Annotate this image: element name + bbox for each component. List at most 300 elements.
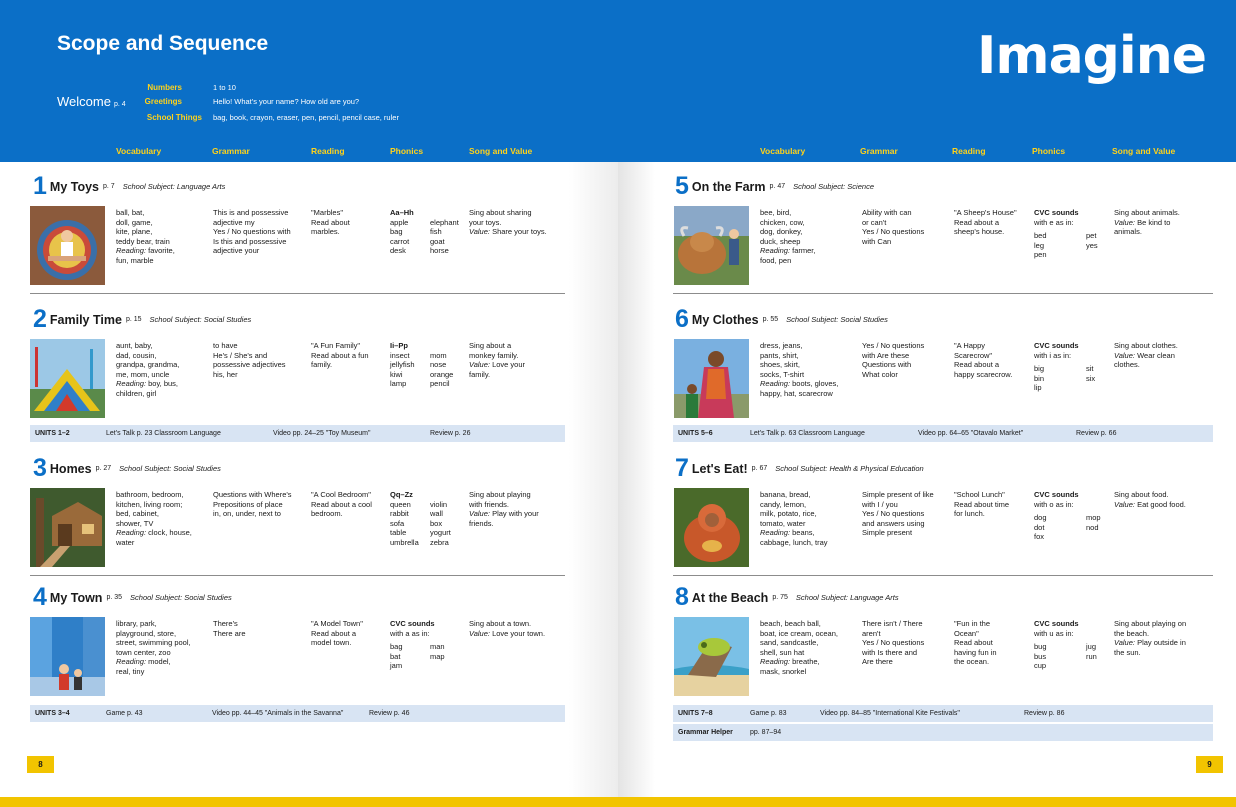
unit-photo [674, 488, 749, 567]
song-value-cell-line: friends. [469, 518, 494, 528]
grammar-cell [213, 341, 286, 379]
phonics-words [1034, 642, 1097, 671]
vocabulary-cell-line: shoes, skirt, [760, 360, 801, 369]
column-header-song-value: Song and Value [469, 146, 533, 156]
song-value-cell-line: Sing about sharing [469, 208, 532, 217]
unit-title: On the Farm [691, 179, 766, 194]
vocabulary-cell-line: Reading: boy, bus, [116, 379, 178, 388]
phonics-heading: CVC sounds [1034, 208, 1079, 217]
song-value-cell-line: your toys. [469, 217, 502, 227]
unit-title: Family Time [49, 312, 122, 327]
reading-cell-line: family. [311, 360, 333, 369]
phonics-word: box [430, 518, 443, 528]
song-value-cell-line: clothes. [1114, 360, 1140, 369]
reading-cell [954, 208, 1017, 237]
vocabulary-cell-line: teddy bear, train [116, 236, 170, 246]
unit-header [33, 454, 221, 483]
vocabulary-cell-line: Reading: model, [116, 657, 171, 666]
grammar-cell-line: Yes / No questions [862, 227, 925, 236]
reading-cell [311, 341, 369, 370]
phonics-word: kiwi [390, 369, 403, 379]
grammar-cell-line: adjective your [213, 246, 260, 255]
unit-photo [30, 617, 105, 696]
phonics-word: horse [430, 246, 449, 255]
row-divider [30, 575, 565, 576]
vocabulary-cell-line: duck, sheep [760, 236, 801, 246]
vocabulary-cell-line: dog, donkey, [760, 227, 803, 236]
song-value-cell [469, 341, 525, 379]
phonics-word: mom [430, 350, 447, 360]
unit-header [675, 172, 874, 201]
phonics-word: yogurt [430, 528, 451, 537]
page-number: 8 [27, 756, 54, 773]
grammar-cell [862, 490, 934, 538]
vocabulary-cell-line: Reading: beans, [760, 528, 815, 537]
unit-page: p. 27 [95, 465, 112, 472]
vocabulary-cell-line: playground, store, [116, 628, 177, 638]
grammar-cell-line: Yes / No questions [862, 638, 925, 647]
phonics-word: bug [1034, 642, 1047, 651]
vocabulary-cell-line: fun, marble [116, 255, 154, 265]
grammar-cell-line: Questions with [862, 360, 912, 369]
grammar-cell [213, 619, 246, 638]
left-page: Scope and Sequence Welcome p. 4 Numbers 1 to 10 Greetings Hello! What's your name? How old are you? School Things bag, book, crayon, eraser, pen, pencil, pencil case, ruler Vocabulary Grammar Reading Phonics Song and Value 1 My Toys p. 7 School Subject: Language Arts ball, bat, doll, game, kite, plane, teddy bear, train Reading: favorite, fun, marble This is and possessive adjective my Yes / No questions with Is this and possessive adjective your "Marbles" Read about marbles. Sing about sharing your toys. Value: Share your toys. Aa–Hh apple bag carrot desk elephant fish goat horse 2 Family Time p. 15 School Subject: Social Studies aunt, baby, dad, cousin, grandpa, grandma, me, mom, uncle Reading: boy, bus, children, girl to have He's / She's and possessive adjectives his, her "A Fun Family" Read about a fun family. Sing about a monkey family. Value: Love your family. Ii–Pp insect jellyfish kiwi lamp mom nose orange pencil 3 Homes p. 27 School Subject: Social Studies bathroom, bedroom, kitchen, living room; bed, cabinet, shower, TV Reading: clock, house, water Questions with Where's Prepositions of place in, on, under, next to "A Cool Bedroom" Read about a cool bedroom. Sing about playing with friends. Value: Play with your friends. Qq–Zz queen rabbit sofa table umbrella violin wall box yogurt zebra 4 My Town p. 35 School Subject: Social Studies library, park, playground, store, street, swimming pool, town center, zoo Reading: model, real, tiny There's There are "A Model Town" Read about a model town. Sing about a town. Value: Love your town. CVC sounds with a as in: bag bat jam man map UNITS 1–2 Let's Talk p. 23 Classroom Language Video pp. 24–25 "Toy Museum" Review p. 26 UNITS 3–4 Game p. 43 Video pp. 44–45 "Animals in the Savanna" Review p. 46 8 [0, 0, 618, 807]
reading-cell-line: Read about a cool [311, 499, 372, 509]
unit-page: p. 35 [106, 594, 123, 601]
unit-subject: School Subject: Language Arts [795, 593, 899, 602]
phonics-word: run [1086, 651, 1097, 661]
phonics-heading-2: with u as in: [1034, 628, 1074, 638]
phonics-word: violin [430, 499, 448, 509]
unit-subject: School Subject: Science [793, 182, 874, 191]
reading-cell-line: Read about a [954, 217, 1000, 227]
reading-cell-line: Read about a [311, 628, 357, 638]
unit-photo [674, 617, 749, 696]
phonics-word: yes [1086, 240, 1098, 250]
phonics-heading-2: with a as in: [390, 628, 430, 638]
song-value-cell-line: the beach. [1114, 628, 1150, 638]
phonics-word: bed [1034, 231, 1047, 240]
phonics-word: bin [1034, 373, 1045, 383]
reading-cell-line: "A Happy [954, 341, 986, 350]
vocabulary-cell-line: real, tiny [116, 666, 145, 676]
grammar-cell-line: Is this and possessive [213, 236, 287, 246]
unit-number: 8 [675, 583, 689, 611]
song-value-cell-line: Sing about clothes. [1114, 341, 1178, 350]
grammar-cell-line: Questions with Where's [213, 490, 292, 499]
reading-cell-line: "A Model Town" [311, 619, 363, 628]
unit-header [675, 454, 924, 483]
reading-cell-line: "School Lunch" [954, 490, 1005, 499]
song-value-cell-line: Value: Wear clean [1114, 350, 1175, 360]
unit-photo [674, 206, 749, 285]
song-value-cell [469, 208, 547, 237]
reading-cell-line: "A Fun Family" [311, 341, 361, 350]
vocabulary-cell-line: sand, sandcastle, [760, 638, 819, 647]
grammar-cell-line: Yes / No questions [862, 509, 925, 518]
grammar-cell-line: with I / you [862, 499, 898, 509]
song-value-cell [1114, 341, 1178, 370]
unit-number: 5 [675, 172, 689, 200]
header-band [0, 0, 618, 162]
song-value-cell-line: Value: Share your toys. [469, 227, 547, 236]
vocabulary-cell-line: children, girl [116, 388, 157, 398]
phonics-word: jam [390, 661, 403, 670]
reading-cell-line: Ocean" [954, 628, 979, 638]
song-value-cell [1114, 208, 1180, 237]
grammar-cell-line: There's [213, 619, 238, 628]
phonics-word: apple [390, 217, 409, 227]
vocabulary-cell-line: Reading: favorite, [116, 246, 175, 255]
phonics-word: jug [1086, 642, 1097, 651]
unit-header [33, 172, 225, 201]
vocabulary-cell-line: Reading: farmer, [760, 246, 816, 255]
unit-page: p. 75 [772, 594, 788, 601]
reading-cell-line: "Marbles" [311, 208, 343, 217]
unit-subject: School Subject: Social Studies [130, 593, 232, 602]
song-value-cell-line: monkey family. [469, 350, 519, 360]
bottom-band [0, 797, 618, 807]
vocabulary-cell [116, 208, 175, 265]
column-header-grammar: Grammar [860, 146, 898, 156]
phonics-words [390, 499, 451, 548]
vocabulary-cell-line: socks, T-shirt [760, 369, 805, 379]
vocabulary-cell-line: ball, bat, [116, 208, 145, 217]
phonics-words [390, 642, 445, 671]
phonics-word: leg [1034, 240, 1045, 250]
reading-cell [954, 490, 1009, 519]
vocabulary-cell-line: dress, jeans, [760, 341, 803, 350]
grammar-cell-line: aren't [862, 628, 881, 638]
grammar-cell-line: What color [862, 369, 898, 379]
grammar-helper-bar: Grammar Helper pp. 87–94 [673, 724, 1213, 741]
song-value-cell-line: Value: Eat good food. [1114, 499, 1186, 509]
phonics-word: desk [390, 246, 406, 255]
unit-subject: School Subject: Language Arts [122, 182, 226, 191]
grammar-cell-line: Prepositions of place [213, 499, 283, 509]
phonics-heading: CVC sounds [1034, 619, 1079, 628]
phonics-word: big [1034, 364, 1045, 373]
vocabulary-cell-line: kite, plane, [116, 227, 153, 236]
song-value-cell-line: Sing about food. [1114, 490, 1169, 499]
grammar-cell-line: Simple present of like [862, 490, 934, 499]
reading-cell-line: "A Sheep's House" [954, 208, 1017, 217]
unit-subject: School Subject: Social Studies [786, 315, 888, 324]
phonics-word: wall [430, 509, 443, 518]
phonics-word: fish [430, 227, 442, 236]
vocabulary-cell-line: Reading: boots, gloves, [760, 379, 839, 388]
reading-cell-line: Scarecrow" [954, 350, 993, 360]
song-value-cell-line: the sun. [1114, 647, 1141, 657]
column-header-phonics: Phonics [1032, 146, 1066, 156]
song-value-cell-line: Sing about playing on [1114, 619, 1187, 628]
phonics-word: insect [390, 350, 410, 360]
vocabulary-cell-line: me, mom, uncle [116, 369, 170, 379]
column-header-grammar: Grammar [212, 146, 250, 156]
phonics-word: dot [1034, 522, 1045, 532]
bottom-band [618, 797, 1236, 807]
phonics-word: bag [390, 642, 403, 651]
song-value-cell-line: Sing about a [469, 341, 512, 350]
phonics-heading: CVC sounds [390, 619, 435, 628]
unit-photo [674, 339, 749, 418]
grammar-cell-line: his, her [213, 369, 238, 379]
phonics-word: cup [1034, 661, 1047, 670]
phonics-word: elephant [430, 217, 459, 227]
phonics-heading-2: with i as in: [1034, 350, 1072, 360]
reading-cell-line: "A Cool Bedroom" [311, 490, 371, 499]
vocabulary-cell-line: milk, potato, rice, [760, 509, 817, 518]
phonics-word: bag [390, 227, 403, 236]
phonics-word: pen [1034, 250, 1047, 259]
phonics-word: dog [1034, 513, 1047, 522]
unit-photo [30, 206, 105, 285]
vocabulary-cell-line: town center, zoo [116, 647, 171, 657]
reading-cell-line: model town. [311, 638, 352, 647]
phonics-word: pet [1086, 231, 1097, 240]
unit-subject: School Subject: Health & Physical Education [775, 464, 924, 473]
phonics-word: zebra [430, 537, 449, 547]
vocabulary-cell-line: bee, bird, [760, 208, 792, 217]
grammar-cell [862, 619, 924, 667]
song-value-cell [469, 619, 545, 638]
vocabulary-cell-line: shell, sun hat [760, 647, 805, 657]
vocabulary-cell-line: Reading: clock, house, [116, 528, 192, 537]
reading-cell-line: bedroom. [311, 509, 343, 518]
phonics-heading: CVC sounds [1034, 341, 1079, 350]
column-header-reading: Reading [311, 146, 345, 156]
grammar-cell-line: Yes / No questions with [213, 227, 291, 236]
song-value-cell-line: family. [469, 369, 491, 379]
phonics-word: map [430, 651, 445, 661]
vocabulary-cell-line: shower, TV [116, 518, 154, 528]
phonics-heading-2: with o as in: [1034, 499, 1074, 509]
unit-number: 4 [33, 583, 47, 611]
vocabulary-cell-line: banana, bread, [760, 490, 811, 499]
column-header-vocabulary: Vocabulary [760, 146, 806, 156]
grammar-cell-line: Ability with can [862, 208, 912, 217]
phonics-word: bat [390, 651, 401, 661]
reading-cell-line: the ocean. [954, 657, 990, 666]
unit-title: My Clothes [691, 312, 759, 327]
song-value-cell-line: animals. [1114, 227, 1142, 236]
reading-cell-line: Read about [954, 638, 993, 647]
unit-page: p. 67 [751, 465, 768, 472]
phonics-words [1034, 513, 1101, 542]
vocabulary-cell [760, 490, 828, 547]
phonics-word: sofa [390, 518, 405, 528]
unit-title: My Toys [49, 179, 99, 194]
unit-number: 2 [33, 305, 47, 333]
reading-cell-line: happy scarecrow. [954, 369, 1013, 379]
unit-photo [30, 339, 105, 418]
grammar-cell-line: and answers using [862, 518, 925, 528]
grammar-cell-line: to have [213, 341, 238, 350]
review-bar-units-5-6: UNITS 5–6 Let's Talk p. 63 Classroom Language Video pp. 64–65 "Otavalo Market" Review p. 66 [673, 425, 1213, 442]
grammar-cell-line: He's / She's and [213, 350, 268, 360]
vocabulary-cell-line: dad, cousin, [116, 350, 157, 360]
phonics-heading: CVC sounds [1034, 490, 1079, 499]
grammar-cell-line: This is and possessive [213, 208, 289, 217]
grammar-cell [862, 341, 924, 379]
phonics-word: jellyfish [390, 360, 415, 369]
grammar-cell-line: Are there [862, 657, 893, 666]
phonics-cell [1034, 619, 1097, 671]
vocabulary-cell-line: candy, lemon, [760, 499, 807, 509]
phonics-word: pencil [430, 379, 450, 388]
vocabulary-cell-line: chicken, cow, [760, 217, 805, 227]
vocabulary-cell-line: food, pen [760, 255, 792, 265]
unit-page: p. 15 [125, 316, 142, 323]
reading-cell [311, 208, 350, 237]
unit-number: 7 [675, 454, 689, 482]
phonics-cell [390, 619, 445, 671]
phonics-cell [390, 341, 454, 389]
reading-cell-line: "Fun in the [954, 619, 991, 628]
phonics-word: sit [1086, 364, 1094, 373]
review-bar-units-1-2: UNITS 1–2 Let's Talk p. 23 Classroom Language Video pp. 24–25 "Toy Museum" Review p. 26 [30, 425, 565, 442]
phonics-word: carrot [390, 236, 410, 246]
vocabulary-cell-line: beach, beach ball, [760, 619, 821, 628]
phonics-words [390, 217, 459, 256]
vocabulary-cell-line: mask, snorkel [760, 666, 807, 676]
reading-cell [311, 619, 363, 648]
unit-title: At the Beach [691, 590, 769, 605]
welcome-label: Welcome p. 4 [57, 94, 126, 109]
unit-title: Let's Eat! [691, 461, 748, 476]
vocabulary-cell-line: library, park, [116, 619, 157, 628]
row-divider [673, 575, 1213, 576]
unit-page: p. 55 [762, 316, 779, 323]
grammar-cell-line: adjective my [213, 217, 255, 227]
imagine-logo: Imagine [977, 26, 1206, 86]
vocabulary-cell [116, 341, 179, 398]
song-value-cell-line: Sing about animals. [1114, 208, 1180, 217]
phonics-cell [390, 490, 451, 547]
phonics-heading: Ii–Pp [390, 341, 408, 350]
grammar-cell [213, 490, 292, 519]
grammar-cell-line: with Can [862, 236, 892, 246]
unit-page: p. 47 [769, 183, 786, 190]
reading-cell-line: Read about time [954, 499, 1010, 509]
grammar-cell-line: possessive adjectives [213, 360, 286, 369]
unit-header [33, 583, 232, 612]
song-value-cell-line: Sing about playing [469, 490, 531, 499]
unit-subject: School Subject: Social Studies [119, 464, 221, 473]
phonics-word: man [430, 642, 445, 651]
phonics-word: goat [430, 236, 445, 246]
reading-cell [954, 341, 1012, 379]
vocabulary-cell-line: doll, game, [116, 217, 153, 227]
vocabulary-cell-line: kitchen, living room; [116, 499, 183, 509]
song-value-cell-line: with friends. [469, 499, 510, 509]
phonics-heading: Qq–Zz [390, 490, 413, 499]
phonics-word: nod [1086, 522, 1099, 532]
song-value-cell [469, 490, 539, 528]
reading-cell-line: for lunch. [954, 509, 985, 518]
vocabulary-cell-line: water [116, 537, 135, 547]
column-header-song-value: Song and Value [1112, 146, 1176, 156]
song-value-cell [1114, 490, 1186, 509]
phonics-cell [1034, 490, 1101, 542]
vocabulary-cell-line: pants, shirt, [760, 350, 799, 360]
phonics-cell [1034, 208, 1098, 260]
vocabulary-cell-line: Reading: breathe, [760, 657, 820, 666]
page-title: Scope and Sequence [57, 32, 269, 55]
grammar-cell [213, 208, 291, 256]
reading-cell-line: marbles. [311, 227, 340, 236]
unit-photo [30, 488, 105, 567]
vocabulary-cell [116, 619, 191, 676]
phonics-heading-2: with e as in: [1034, 217, 1074, 227]
song-value-cell-line: Value: Be kind to [1114, 217, 1171, 227]
vocabulary-cell-line: bathroom, bedroom, [116, 490, 184, 499]
row-divider [30, 293, 565, 294]
song-value-cell-line: Value: Love your town. [469, 628, 546, 638]
phonics-word: queen [390, 499, 411, 509]
phonics-word: lamp [390, 379, 407, 388]
phonics-word: fox [1034, 532, 1045, 541]
vocabulary-cell-line: tomato, water [760, 518, 806, 528]
review-bar-units-3-4: UNITS 3–4 Game p. 43 Video pp. 44–45 "Animals in the Savanna" Review p. 46 [30, 705, 565, 722]
phonics-words [1034, 364, 1096, 393]
phonics-word: umbrella [390, 537, 419, 547]
unit-header [675, 583, 899, 612]
phonics-word: six [1086, 373, 1096, 383]
vocabulary-cell-line: boat, ice cream, ocean, [760, 628, 838, 638]
phonics-word: nose [430, 360, 447, 369]
phonics-words [390, 350, 454, 389]
grammar-cell-line: There are [213, 628, 246, 638]
row-divider [673, 293, 1213, 294]
reading-cell [311, 490, 372, 519]
phonics-word: table [390, 528, 407, 537]
vocabulary-cell-line: happy, hat, scarecrow [760, 388, 833, 398]
vocabulary-cell-line: street, swimming pool, [116, 638, 191, 647]
right-page [618, 0, 1236, 807]
grammar-cell-line: or can't [862, 217, 887, 227]
reading-cell-line: Read about a [954, 360, 1000, 369]
vocabulary-cell [116, 490, 192, 547]
phonics-word: rabbit [390, 509, 409, 518]
phonics-word: orange [430, 369, 454, 379]
grammar-cell [862, 208, 924, 246]
unit-number: 1 [33, 172, 47, 200]
grammar-cell-line: with Are these [862, 350, 910, 360]
song-value-cell-line: Value: Play outside in [1114, 638, 1186, 647]
unit-subject: School Subject: Social Studies [149, 315, 252, 324]
vocabulary-cell-line: grandpa, grandma, [116, 360, 180, 369]
unit-header [33, 305, 251, 334]
vocabulary-cell [760, 619, 838, 676]
phonics-word: lip [1034, 383, 1042, 392]
grammar-cell-line: Yes / No questions [862, 341, 925, 350]
song-value-cell [1114, 619, 1186, 657]
song-value-cell-line: Value: Play with your [469, 509, 539, 518]
vocabulary-cell-line: aunt, baby, [116, 341, 153, 350]
column-header-phonics: Phonics [390, 146, 424, 156]
unit-page: p. 7 [103, 183, 115, 190]
reading-cell-line: Read about [311, 217, 350, 227]
vocabulary-cell-line: cabbage, lunch, tray [760, 537, 828, 547]
grammar-cell-line: with Is there and [862, 647, 918, 657]
phonics-words [1034, 231, 1098, 260]
phonics-heading: Aa–Hh [390, 208, 414, 217]
unit-title: My Town [49, 590, 103, 605]
column-header-vocabulary: Vocabulary [116, 146, 162, 156]
song-value-cell-line: Sing about a town. [469, 619, 532, 628]
song-value-cell-line: Value: Love your [469, 360, 526, 369]
